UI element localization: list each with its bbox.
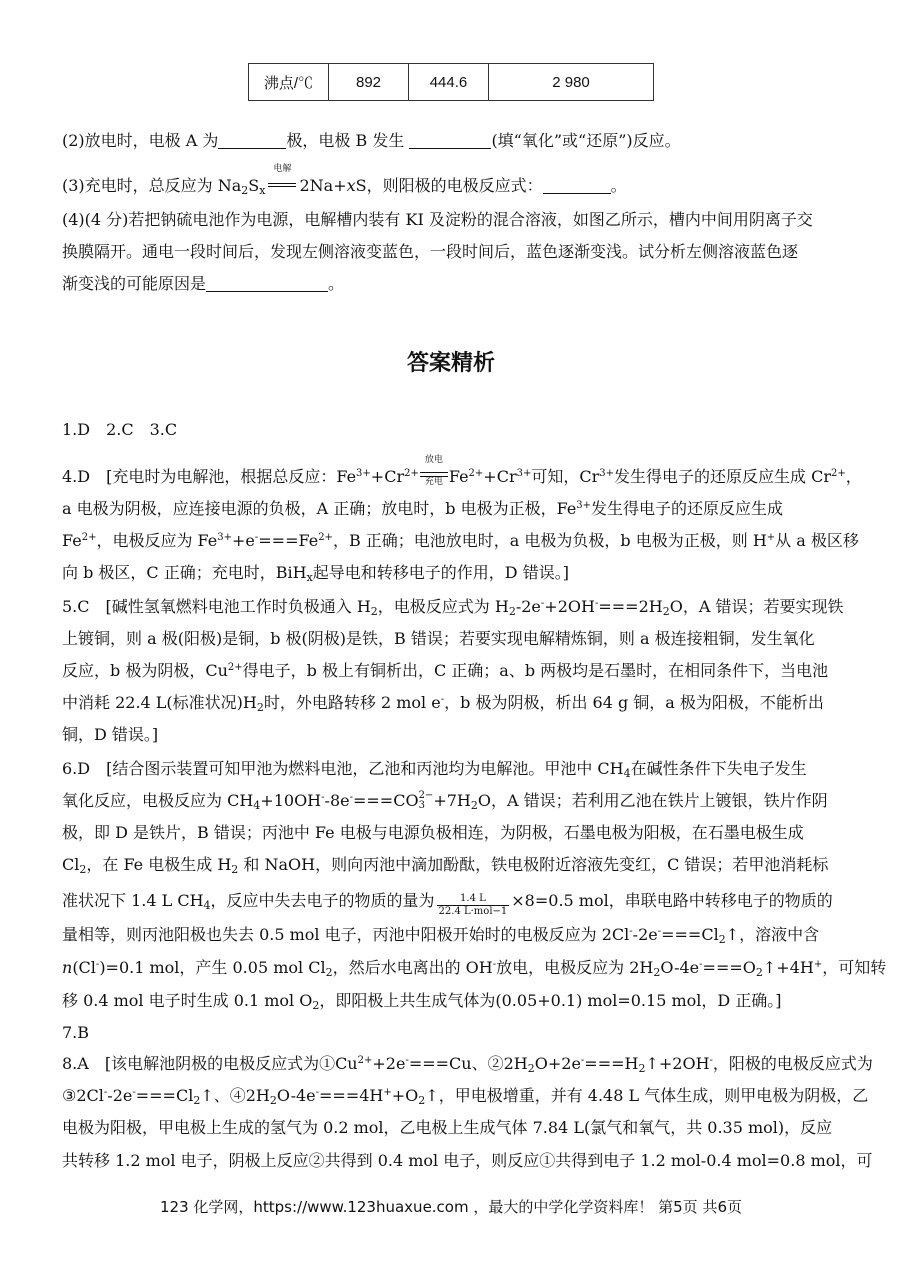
answer-blank <box>206 275 328 292</box>
answer-5-line-3: 反应，b 极为阴极，$Cu^{2+}$得电子，b 极上有铜析出，C 正确；a、b 两极均是石墨时，在相同条件下，当电池 <box>62 661 829 680</box>
question-4-line-1: (4)(4 分)若把钠硫电池作为电源，电解槽内装有 KI 及淀粉的混合溶液，如图乙所示，槽内中间用阴离子交 <box>62 210 813 229</box>
molar-fraction: $\frac{1.4 L}{\text{22.4 L·mol−1}}$ <box>438 893 508 917</box>
answer-4-line-4: 向 b 极区，C 正确；充电时，BiH$_x$起导电和转移电子的作用，D 错误。] <box>62 563 569 584</box>
question-3: (3)充电时，总反应为 $Na_2S_x$ 电解 2Na+xS，则阳极的电极反应式： 。 <box>62 164 627 197</box>
ion-charge-stack: 2− 3 <box>418 790 434 811</box>
table-cell: 2 980 <box>489 64 654 101</box>
answer-blank <box>543 177 611 194</box>
answer-6-line-5: 准状况下 1.4 L $CH_4$，反应中失去电子的物质的量为 $\frac{1.4 L}{\text{22.4 L·mol−1}}$ ×8=0.5 mol，串联电路中转移电子的物质的 <box>62 891 833 917</box>
answer-6-line-8: 移 0.4 mol 电子时生成 0.1 mol $O_2$，即阳极上共生成气体为(0.05+0.1) mol=0.15 mol，D 正确。] <box>62 991 782 1012</box>
question-4-line-2: 换膜隔开。通电一段时间后，发现左侧溶液变蓝色，一段时间后，蓝色逐渐变浅。试分析左侧溶液蓝色逐 <box>62 242 799 261</box>
answer-6-line-2: 氧化反应，电极反应为 $CH_4+10OH^--8e^-===CO$ 2− 3 $+7H_2O$，A 错误；若利用乙池在铁片上镀银，铁片作阴 <box>62 790 828 812</box>
reversible-arrow: 放电 充电 <box>419 468 449 482</box>
answer-5-line-5: 铜，D 错误。] <box>62 725 159 744</box>
answer-8-line-4: 共转移 1.2 mol 电子，阴极上反应②共得到 0.4 mol 电子，则反应①共得到电子 1.2 mol-0.4 mol=0.8 mol，可 <box>62 1151 873 1170</box>
answer-8-line-2: $③2Cl^--2e^-===Cl_2↑$、$④2H_2O-4e^-===4H^++O_2↑$，甲电极增重，并有 4.48 L 气体生成，则甲电极为阴极，乙 <box>62 1086 869 1107</box>
table-row <box>249 64 654 101</box>
answer-6-line-7: n(Cl-)=0.1 mol，产生 0.05 mol $Cl_2$，然后水电离出的 OH-放电，电极反应为 $2H_2O-4e^-===O_2↑+4H^+$，可知转 <box>62 958 887 979</box>
question-4-line-3: 渐变浅的可能原因是 。 <box>62 274 345 293</box>
answer-4-line-1: 4.D [充电时为电解池，根据总反应：$Fe^{3+}+Cr^{2+}$ 放电 充电 $Fe^{2+}+Cr^{3+}$可知，$Cr^{3+}$发生得电子的还原反应生成 $Cr^{2+}$， <box>62 455 862 487</box>
answer-5-line-1: 5.C [碱性氢氧燃料电池工作时负极通入 $H_2$，电极反应式为 $H_2-2e^-+2OH^-===2H_2O$，A 错误；若要实现铁 <box>62 597 844 618</box>
answer-blank <box>218 132 286 149</box>
table-row-label: 沸点/℃ <box>249 64 329 101</box>
answer-5-line-2: 上镀铜，则 a 极(阳极)是铜，b 极(阴极)是铁，B 错误；若要实现电解精炼铜，则 a 极连接粗铜，发生氧化 <box>62 629 815 648</box>
section-title: 答案精析 <box>406 351 495 376</box>
table-cell: 444.6 <box>409 64 489 101</box>
answer-4-line-3: $Fe^{2+}$，电极反应为 $Fe^{3+}+e^-===Fe^{2+}$，B 正确；电池放电时，a 电极为负极，b 电极为正极，则 H+从 a 极区移 <box>62 531 859 550</box>
answer-8-line-3: 电极为阳极，甲电极上生成的氢气为 0.2 mol，乙电极上生成气体 7.84 L(氯气和氧气，共 0.35 mol)，反应 <box>62 1118 833 1137</box>
boiling-point-table <box>248 63 654 101</box>
answer-6-line-1: 6.D [结合图示装置可知甲池为燃料电池，乙池和丙池均为电解池。甲池中 $CH_4$在碱性条件下失电子发生 <box>62 759 807 780</box>
answer-6-line-3: 极，即 D 是铁片，B 错误；丙池中 Fe 电极与电源负极相连，为阴极，石墨电极为阳极，在石墨电极生成 <box>62 823 804 842</box>
page-footer: 123 化学网，https://www.123huaxue.com ，最大的中学化学资料库！ 第5页 共6页 <box>159 1198 742 1216</box>
answer-5-line-4: 中消耗 22.4 L(标准状况)$H_2$时，外电路转移 2 mol e-，b 极为阴极，析出 64 g 铜，a 极为阳极，不能析出 <box>62 693 824 714</box>
answer-blank <box>409 132 491 149</box>
answer-4-line-2: a 电极为阴极，应连接电源的负极，A 正确；放电时，b 电极为正极，$Fe^{3+}$发生得电子的还原反应生成 <box>62 499 784 518</box>
table-cell: 892 <box>329 64 409 101</box>
electrolysis-condition: 电解 <box>266 177 298 191</box>
answer-6-line-4: $Cl_2$，在 Fe 电极生成 $H_2$ 和 NaOH，则向丙池中滴加酚酞，铁电极附近溶液先变红，C 错误；若甲池消耗标 <box>62 855 829 876</box>
answer-6-line-6: 量相等，则丙池阳极也失去 0.5 mol 电子，丙池中阳极开始时的电极反应为 $2Cl^--2e^-===Cl_2↑$，溶液中含 <box>62 925 820 946</box>
answer-7: 7.B <box>62 1023 90 1042</box>
answer-8-line-1: 8.A [该电解池阴极的电极反应式为$①Cu^{2+}+2e^-===Cu$、$②2H_2O+2e^-===H_2↑+2OH^-$，阳极的电极反应式为 <box>62 1054 873 1075</box>
answers-1-3: 1.D 2.C 3.C <box>62 420 178 439</box>
question-2: (2)放电时，电极 A 为 极，电极 B 发生 (填“氧化”或“还原”)反应。 <box>62 131 681 150</box>
